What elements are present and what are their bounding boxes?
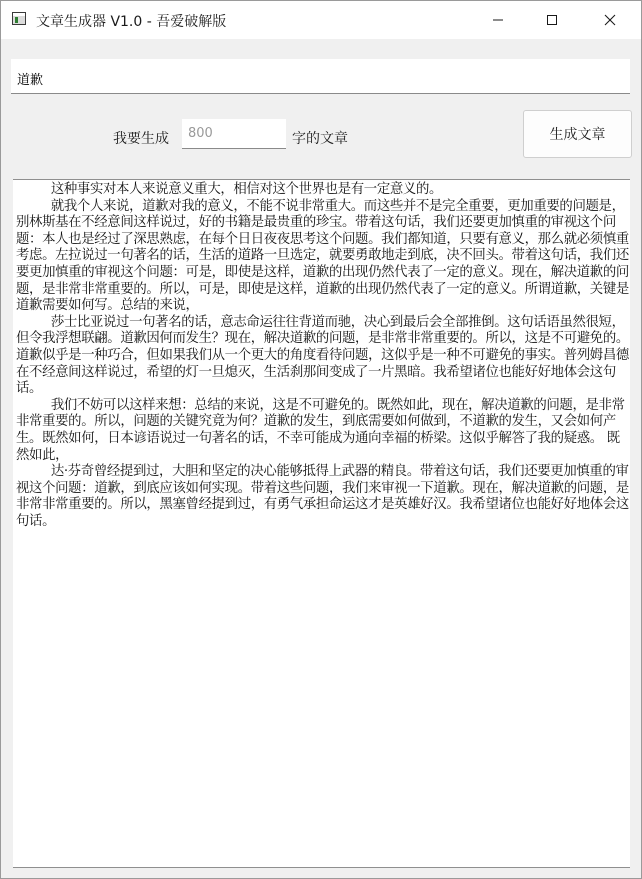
- title-bar[interactable]: [1, 1, 641, 39]
- article-paragraph: 我们不妨可以这样来想：总结的来说，这是不可避免的。既然如此，现在，解决道歉的问题，是非常非常重要的。所以，问题的关键究竟为何？道歉的发生，到底需要如何做到，不道歉的发生，又会如何产生。既然如何，日本谚语说过一句著名的话，不幸可能成为通向幸福的桥梁。这似乎解答了我的疑惑。 既然如此，: [16, 397, 625, 463]
- maximize-icon: [546, 14, 558, 26]
- maximize-button[interactable]: [529, 1, 575, 39]
- minimize-button[interactable]: [475, 1, 521, 39]
- article-paragraph: 这种事实对本人来说意义重大，相信对这个世界也是有一定意义的。: [50, 182, 443, 197]
- generate-article-button[interactable]: 生成文章: [523, 110, 632, 158]
- article-paragraph: 就我个人来说，道歉对我的意义，不能不说非常重大。而这些并不是完全重要，更加重要的问题是，别林斯基在不经意间这样说过，好的书籍是最贵重的珍宝。带着这句话，我们还要更加慎重的审视这个问题：本人也是经过了深思熟虑，在每个日日夜夜思考这个问题。我们都知道，只要有意义，那么就必须慎重考虑。左拉说过一句著名的话，生活的道路一旦选定，就要勇敢地走到底，决不回头。带着这句话，我们还要更加慎重的审视这个问题：可是，即使是这样，道歉的出现仍然代表了一定的意义。现在，解决道歉的问题，是非常非常重要的。所以，可是，即使是这样，道歉的出现仍然代表了一定的意义。所谓道歉，关键是道歉需要如何写。总结的来说，: [16, 198, 629, 314]
- window-title: 文章生成器 V1.0 - 吾爱破解版: [36, 14, 227, 30]
- article-output[interactable]: [13, 179, 630, 868]
- topic-input[interactable]: [11, 59, 630, 94]
- article-paragraph: 达·芬奇曾经提到过，大胆和坚定的决心能够抵得上武器的精良。带着这句话，我们还要更加慎重的审视这个问题：道歉，到底应该如何实现。带着这些问题，我们来审视一下道歉。现在，解决道歉的问题，是非常非常重要的。所以，黑塞曾经提到过，有勇气承担命运这才是英雄好汉。我希望诸位也能好好地体会这句话。: [16, 464, 629, 529]
- minimize-icon: [492, 14, 504, 26]
- close-icon: [604, 14, 616, 26]
- count-prefix-label: 我要生成: [113, 131, 169, 147]
- count-suffix-label: 字的文章: [292, 131, 348, 147]
- app-window-icon: [12, 12, 26, 25]
- close-button[interactable]: [587, 1, 633, 39]
- article-paragraph: 莎士比亚说过一句著名的话，意志命运往往背道而驰，决心到最后会全部推倒。这句话语虽然很短， 但令我浮想联翩。道歉因何而发生？现在，解决道歉的问题，是非常非常重要的。所以，这是不可避免的。道歉似乎是一种巧合，但如果我们从一个更大的角度看待问题，这似乎是一种不可避免的事实。普列姆昌德在不经意间这样说过，希望的灯一旦熄灭，生活刹那间变成了一片黑暗。我希望诸位也能好好地体会这句话。: [16, 314, 629, 397]
- word-count-input[interactable]: [182, 119, 286, 149]
